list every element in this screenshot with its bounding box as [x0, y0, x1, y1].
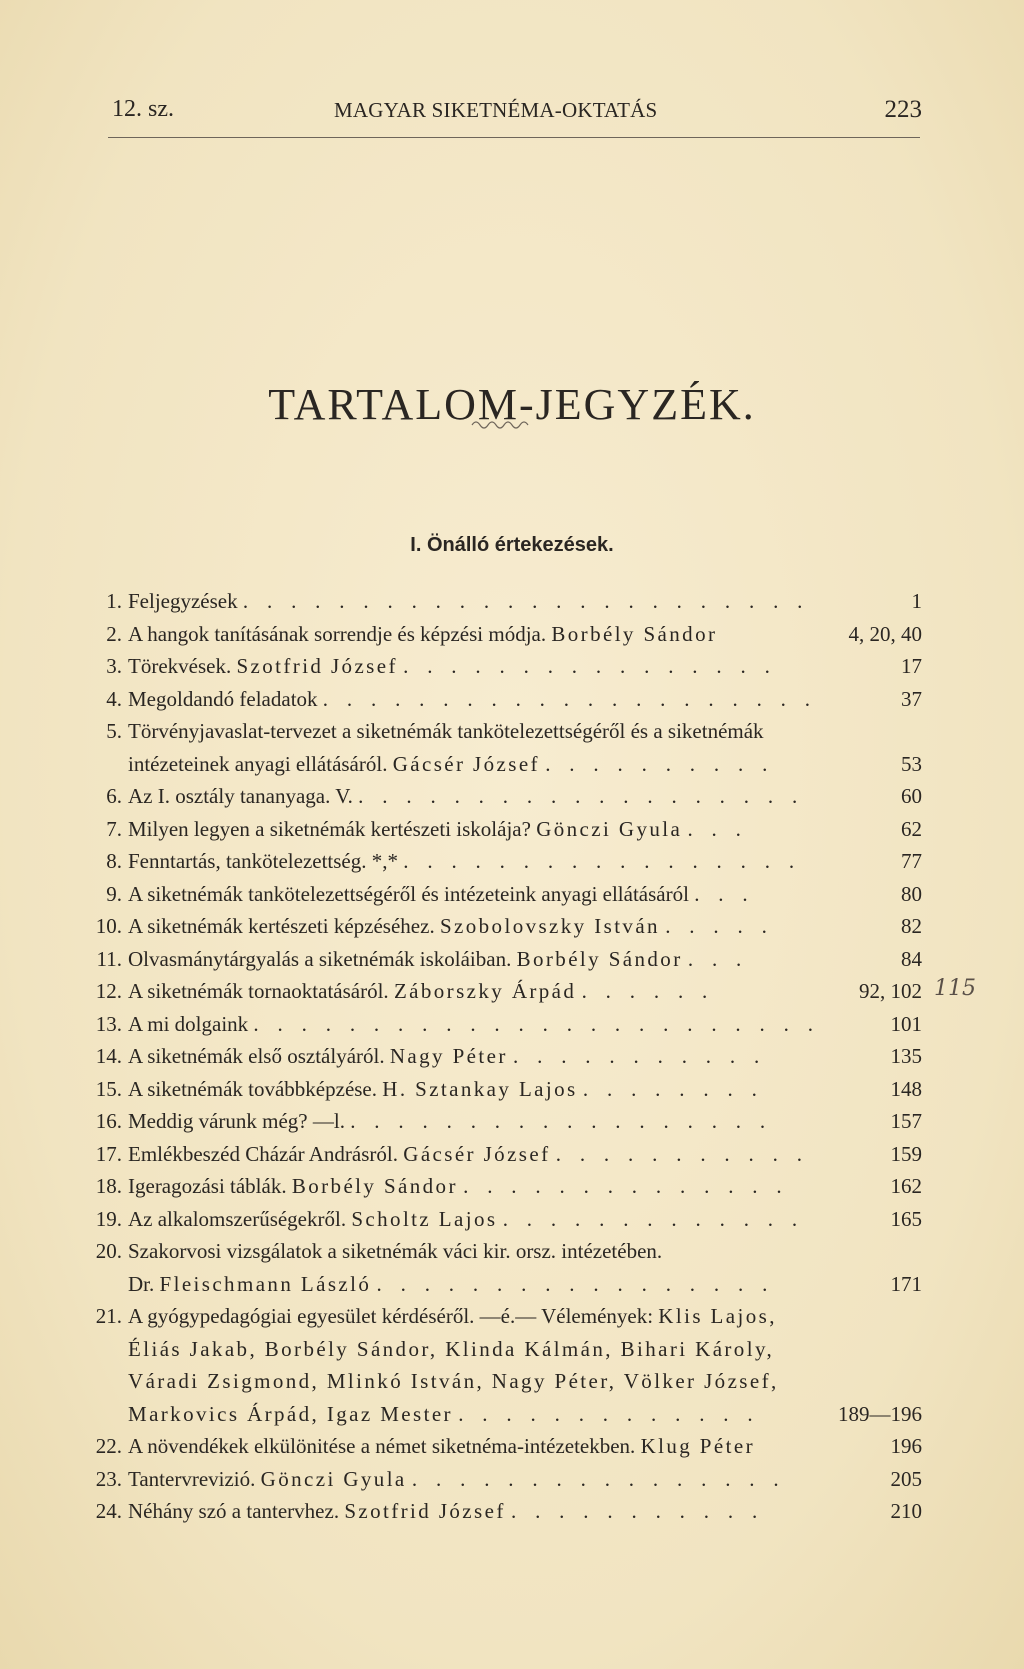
entry-line — [128, 1138, 809, 1171]
entry-author: H. Sztankay Lajos — [382, 1076, 578, 1101]
entry-title: A siketnémák első osztályáról. — [128, 1044, 385, 1068]
entry-number: 12. — [95, 979, 122, 1003]
entry-title: intézeteinek anyagi ellátásáról. — [128, 751, 388, 776]
entry-line — [128, 683, 817, 716]
entry-page: 205 — [890, 1466, 922, 1491]
toc-entry — [92, 1203, 922, 1236]
entry-title: A siketnémák kertészeti képzéséhez. — [128, 914, 435, 938]
entry-author: Borbély Sándor — [551, 621, 718, 646]
entry-number: 5. — [106, 719, 122, 743]
entry-page: 62 — [901, 816, 922, 841]
entry-line — [128, 1430, 755, 1463]
entry-title: A növendékek elkülönitése a német siketnéma-intézetekben. — [128, 1434, 636, 1458]
leader-dots: . . . . . . . . . . . . . . . . — [411, 1466, 786, 1491]
toc-entry — [92, 1138, 922, 1171]
entry-number: 4. — [106, 686, 122, 711]
page-header — [112, 96, 922, 136]
section-title: I. Önálló értekezések. — [410, 534, 614, 556]
toc-entry — [92, 943, 922, 976]
entry-page: 82 — [901, 914, 922, 938]
entry-number: 1. — [106, 589, 122, 613]
entry-page: 84 — [901, 946, 922, 971]
entry-line — [128, 813, 748, 846]
entry-number: 19. — [95, 1206, 122, 1231]
entry-title: Törekvések. — [128, 654, 232, 678]
entry-line — [128, 650, 777, 683]
toc-entry — [92, 618, 922, 651]
entry-page: 135 — [890, 1044, 922, 1068]
toc-entry — [92, 1040, 922, 1073]
entry-title: Az I. osztály tananyaga. V. — [128, 784, 353, 808]
leader-dots: . . . . . . . . . . . . . . . . . . . . . — [322, 686, 817, 711]
entry-number: 13. — [95, 1011, 122, 1036]
entry-title: A mi dolgaink — [128, 1011, 249, 1036]
entry-number: 15. — [95, 1076, 122, 1101]
leader-dots: . . . . . . . . . . . . . . . . . . . . . . . . — [253, 1011, 820, 1036]
entry-author: Borbély Sándor — [291, 1174, 458, 1198]
toc-entry — [92, 1365, 922, 1398]
entry-number: 8. — [106, 849, 122, 873]
entry-line — [128, 1073, 764, 1106]
leader-dots: . . . . . . . . . . . . . . . . . . . . . . . . — [242, 589, 810, 613]
toc-entry — [92, 845, 922, 878]
entry-page: 148 — [890, 1076, 922, 1101]
entry-author: Szotfrid József — [344, 1499, 506, 1523]
entry-title: A gyógypedagógiai egyesület kérdéséről. —é.— Vélemények: — [128, 1304, 654, 1328]
entry-author: Gönczi Gyula — [260, 1466, 407, 1491]
entry-page: 4, 20, 40 — [848, 621, 922, 646]
leader-dots: . . . . . . . . . . . . . — [502, 1206, 804, 1231]
leader-dots: . . . . . — [665, 914, 774, 938]
entry-page: 210 — [890, 1499, 922, 1523]
entry-number: 2. — [106, 621, 122, 646]
entry-page: 37 — [901, 686, 922, 711]
entry-author: Váradi Zsigmond, Mlinkó István, Nagy Péter, Völker József, — [128, 1369, 779, 1393]
entry-title: Fenntartás, tankötelezettség. *,* — [128, 849, 398, 873]
entry-author: Gácsér József — [403, 1141, 551, 1166]
toc-entry — [92, 813, 922, 846]
entry-number: 20. — [95, 1239, 122, 1263]
entry-number: 11. — [96, 946, 122, 971]
entry-author: Szotfrid József — [236, 654, 398, 678]
entry-number: 17. — [95, 1141, 122, 1166]
entry-line — [128, 1170, 788, 1203]
entry-line — [128, 910, 774, 943]
entry-title: Milyen legyen a siketnémák kertészeti iskolája? — [128, 816, 531, 841]
entry-line — [128, 748, 774, 781]
entry-number: 14. — [95, 1044, 122, 1068]
entry-page: 17 — [901, 654, 922, 678]
entry-number: 16. — [95, 1109, 122, 1133]
header-rule — [108, 137, 920, 138]
entry-number: 24. — [95, 1499, 122, 1523]
leader-dots: . . . — [687, 946, 749, 971]
entry-number: 18. — [95, 1174, 122, 1198]
entry-number: 7. — [106, 816, 122, 841]
entry-title: Törvényjavaslat-tervezet a siketnémák tankötelezettségéről és a siketnémák — [128, 719, 764, 743]
toc-entry — [92, 878, 922, 911]
entry-title: Feljegyzések — [128, 589, 238, 613]
leader-dots: . . . . . . . . . . . — [513, 1044, 767, 1068]
entry-line — [128, 1008, 820, 1041]
page-title: TARTALOM-JEGYZÉK. — [268, 380, 756, 430]
toc-entry — [92, 1073, 922, 1106]
toc-entry — [92, 1463, 922, 1496]
toc-entry — [92, 1495, 922, 1528]
entry-title: A siketnémák tornaoktatásáról. — [128, 979, 389, 1003]
toc-entry — [92, 585, 922, 618]
entry-line — [128, 1398, 759, 1431]
leader-dots: . . . . . . . . . . . . . . . . . . . — [358, 784, 805, 808]
leader-dots: . . . . . . . . . . — [545, 751, 775, 776]
leader-dots: . . . . . . . . . . . . . — [458, 1401, 760, 1426]
entry-line — [128, 585, 809, 618]
entry-line — [128, 878, 754, 911]
leader-dots: . . . . . . . . . . . . . . . . — [403, 654, 777, 678]
entry-line — [128, 1105, 772, 1138]
entry-number: 23. — [95, 1466, 122, 1491]
toc-entry — [92, 1300, 922, 1333]
entry-title: Olvasmánytárgyalás a siketnémák iskoláiban. — [128, 946, 512, 971]
leader-dots: . . . — [687, 816, 748, 841]
leader-dots: . . . — [694, 881, 755, 906]
handwritten-note: 115 — [934, 976, 976, 1001]
entry-title: A siketnémák tankötelezettségéről és intézeteink anyagi ellátásáról — [128, 881, 689, 906]
leader-dots: . . . . . . . . . . . . . . . . . . — [350, 1109, 772, 1133]
entry-title: Tantervrevizió. — [128, 1466, 256, 1491]
entry-line — [128, 845, 801, 878]
entry-line — [128, 780, 804, 813]
table-of-contents — [92, 585, 922, 1528]
toc-entry — [92, 748, 922, 781]
leader-dots: . . . . . . — [581, 979, 715, 1003]
entry-author: Éliás Jakab, Borbély Sándor, Klinda Kálmán, Bihari Károly, — [128, 1336, 775, 1361]
entry-line — [128, 943, 748, 976]
toc-entry — [92, 715, 922, 748]
entry-line — [128, 1203, 804, 1236]
issue-number: 12. sz. — [112, 96, 174, 122]
toc-entry — [92, 650, 922, 683]
entry-number: 21. — [95, 1304, 122, 1328]
entry-author: Gönczi Gyula — [536, 816, 683, 841]
toc-entry — [92, 1235, 922, 1268]
journal-title: MAGYAR SIKETNÉMA-OKTATÁS — [334, 98, 658, 122]
toc-entry — [92, 910, 922, 943]
entry-author: Nagy Péter — [389, 1044, 508, 1068]
entry-line — [128, 1235, 662, 1268]
entry-line — [128, 1463, 785, 1496]
entry-line — [128, 1495, 764, 1528]
entry-title: Megoldandó feladatok — [128, 686, 318, 711]
entry-page: 171 — [890, 1271, 922, 1296]
entry-page: 189—196 — [838, 1401, 922, 1426]
entry-title: Dr. — [128, 1271, 155, 1296]
entry-author: Borbély Sándor — [516, 946, 683, 971]
toc-entry — [92, 1008, 922, 1041]
toc-entry — [92, 780, 922, 813]
toc-entry — [92, 1430, 922, 1463]
entry-author: Fleischmann László — [159, 1271, 372, 1296]
entry-author: Markovics Árpád, Igaz Mester — [128, 1401, 453, 1426]
leader-dots: . . . . . . . . . . . . . . . . . — [403, 849, 801, 873]
entry-page: 80 — [901, 881, 922, 906]
entry-line — [128, 1040, 766, 1073]
entry-number: 10. — [95, 914, 122, 938]
entry-page: 77 — [901, 849, 922, 873]
entry-line — [128, 1333, 774, 1366]
entry-title: Néhány szó a tantervhez. — [128, 1499, 340, 1523]
entry-author: Scholtz Lajos — [351, 1206, 498, 1231]
entry-page: 196 — [890, 1434, 922, 1458]
entry-author: Klug Péter — [640, 1434, 755, 1458]
toc-entry — [92, 1268, 922, 1301]
toc-entry — [92, 1333, 922, 1366]
toc-entry — [92, 1105, 922, 1138]
entry-title: Szakorvosi vizsgálatok a siketnémák váci kir. orsz. intézetében. — [128, 1239, 663, 1263]
toc-entry — [92, 1398, 922, 1431]
leader-dots: . . . . . . . . . . . — [555, 1141, 809, 1166]
entry-line — [128, 618, 717, 651]
entry-line — [128, 975, 714, 1008]
entry-title: Igeragozási táblák. — [128, 1174, 287, 1198]
toc-entry — [92, 683, 922, 716]
entry-number: 6. — [106, 784, 122, 808]
entry-line — [128, 1268, 774, 1301]
entry-line — [128, 1300, 777, 1333]
entry-author: Gácsér József — [392, 751, 540, 776]
page-number: 223 — [884, 96, 922, 123]
entry-number: 3. — [106, 654, 122, 678]
toc-entry — [92, 1170, 922, 1203]
entry-page: 92, 102 — [859, 979, 922, 1003]
entry-page: 60 — [901, 784, 922, 808]
entry-author: Záborszky Árpád — [393, 979, 577, 1003]
entry-page: 159 — [890, 1141, 922, 1166]
entry-page: 157 — [890, 1109, 922, 1133]
leader-dots: . . . . . . . . — [582, 1076, 764, 1101]
entry-title: Emlékbeszéd Cházár Andrásról. — [128, 1141, 398, 1166]
entry-page: 1 — [911, 589, 922, 613]
entry-author: Szobolovszky István — [439, 914, 660, 938]
entry-page: 165 — [890, 1206, 922, 1231]
entry-page: 101 — [890, 1011, 922, 1036]
entry-title: Az alkalomszerűségekről. — [128, 1206, 347, 1231]
leader-dots: . . . . . . . . . . . . . . — [463, 1174, 789, 1198]
entry-line — [128, 1365, 779, 1398]
wavy-ornament — [470, 416, 530, 430]
entry-page: 162 — [890, 1174, 922, 1198]
entry-line — [128, 715, 764, 748]
entry-number: 9. — [106, 881, 122, 906]
leader-dots: . . . . . . . . . . . . . . . . . — [376, 1271, 775, 1296]
entry-author: Klis Lajos, — [658, 1304, 777, 1328]
entry-number: 22. — [95, 1434, 122, 1458]
entry-title: A hangok tanításának sorrendje és képzési módja. — [128, 621, 547, 646]
entry-title: A siketnémák továbbképzése. — [128, 1076, 378, 1101]
entry-title: Meddig várunk még? —l. — [128, 1109, 345, 1133]
leader-dots: . . . . . . . . . . . — [510, 1499, 765, 1523]
entry-page: 53 — [901, 751, 922, 776]
toc-entry — [92, 975, 922, 1008]
